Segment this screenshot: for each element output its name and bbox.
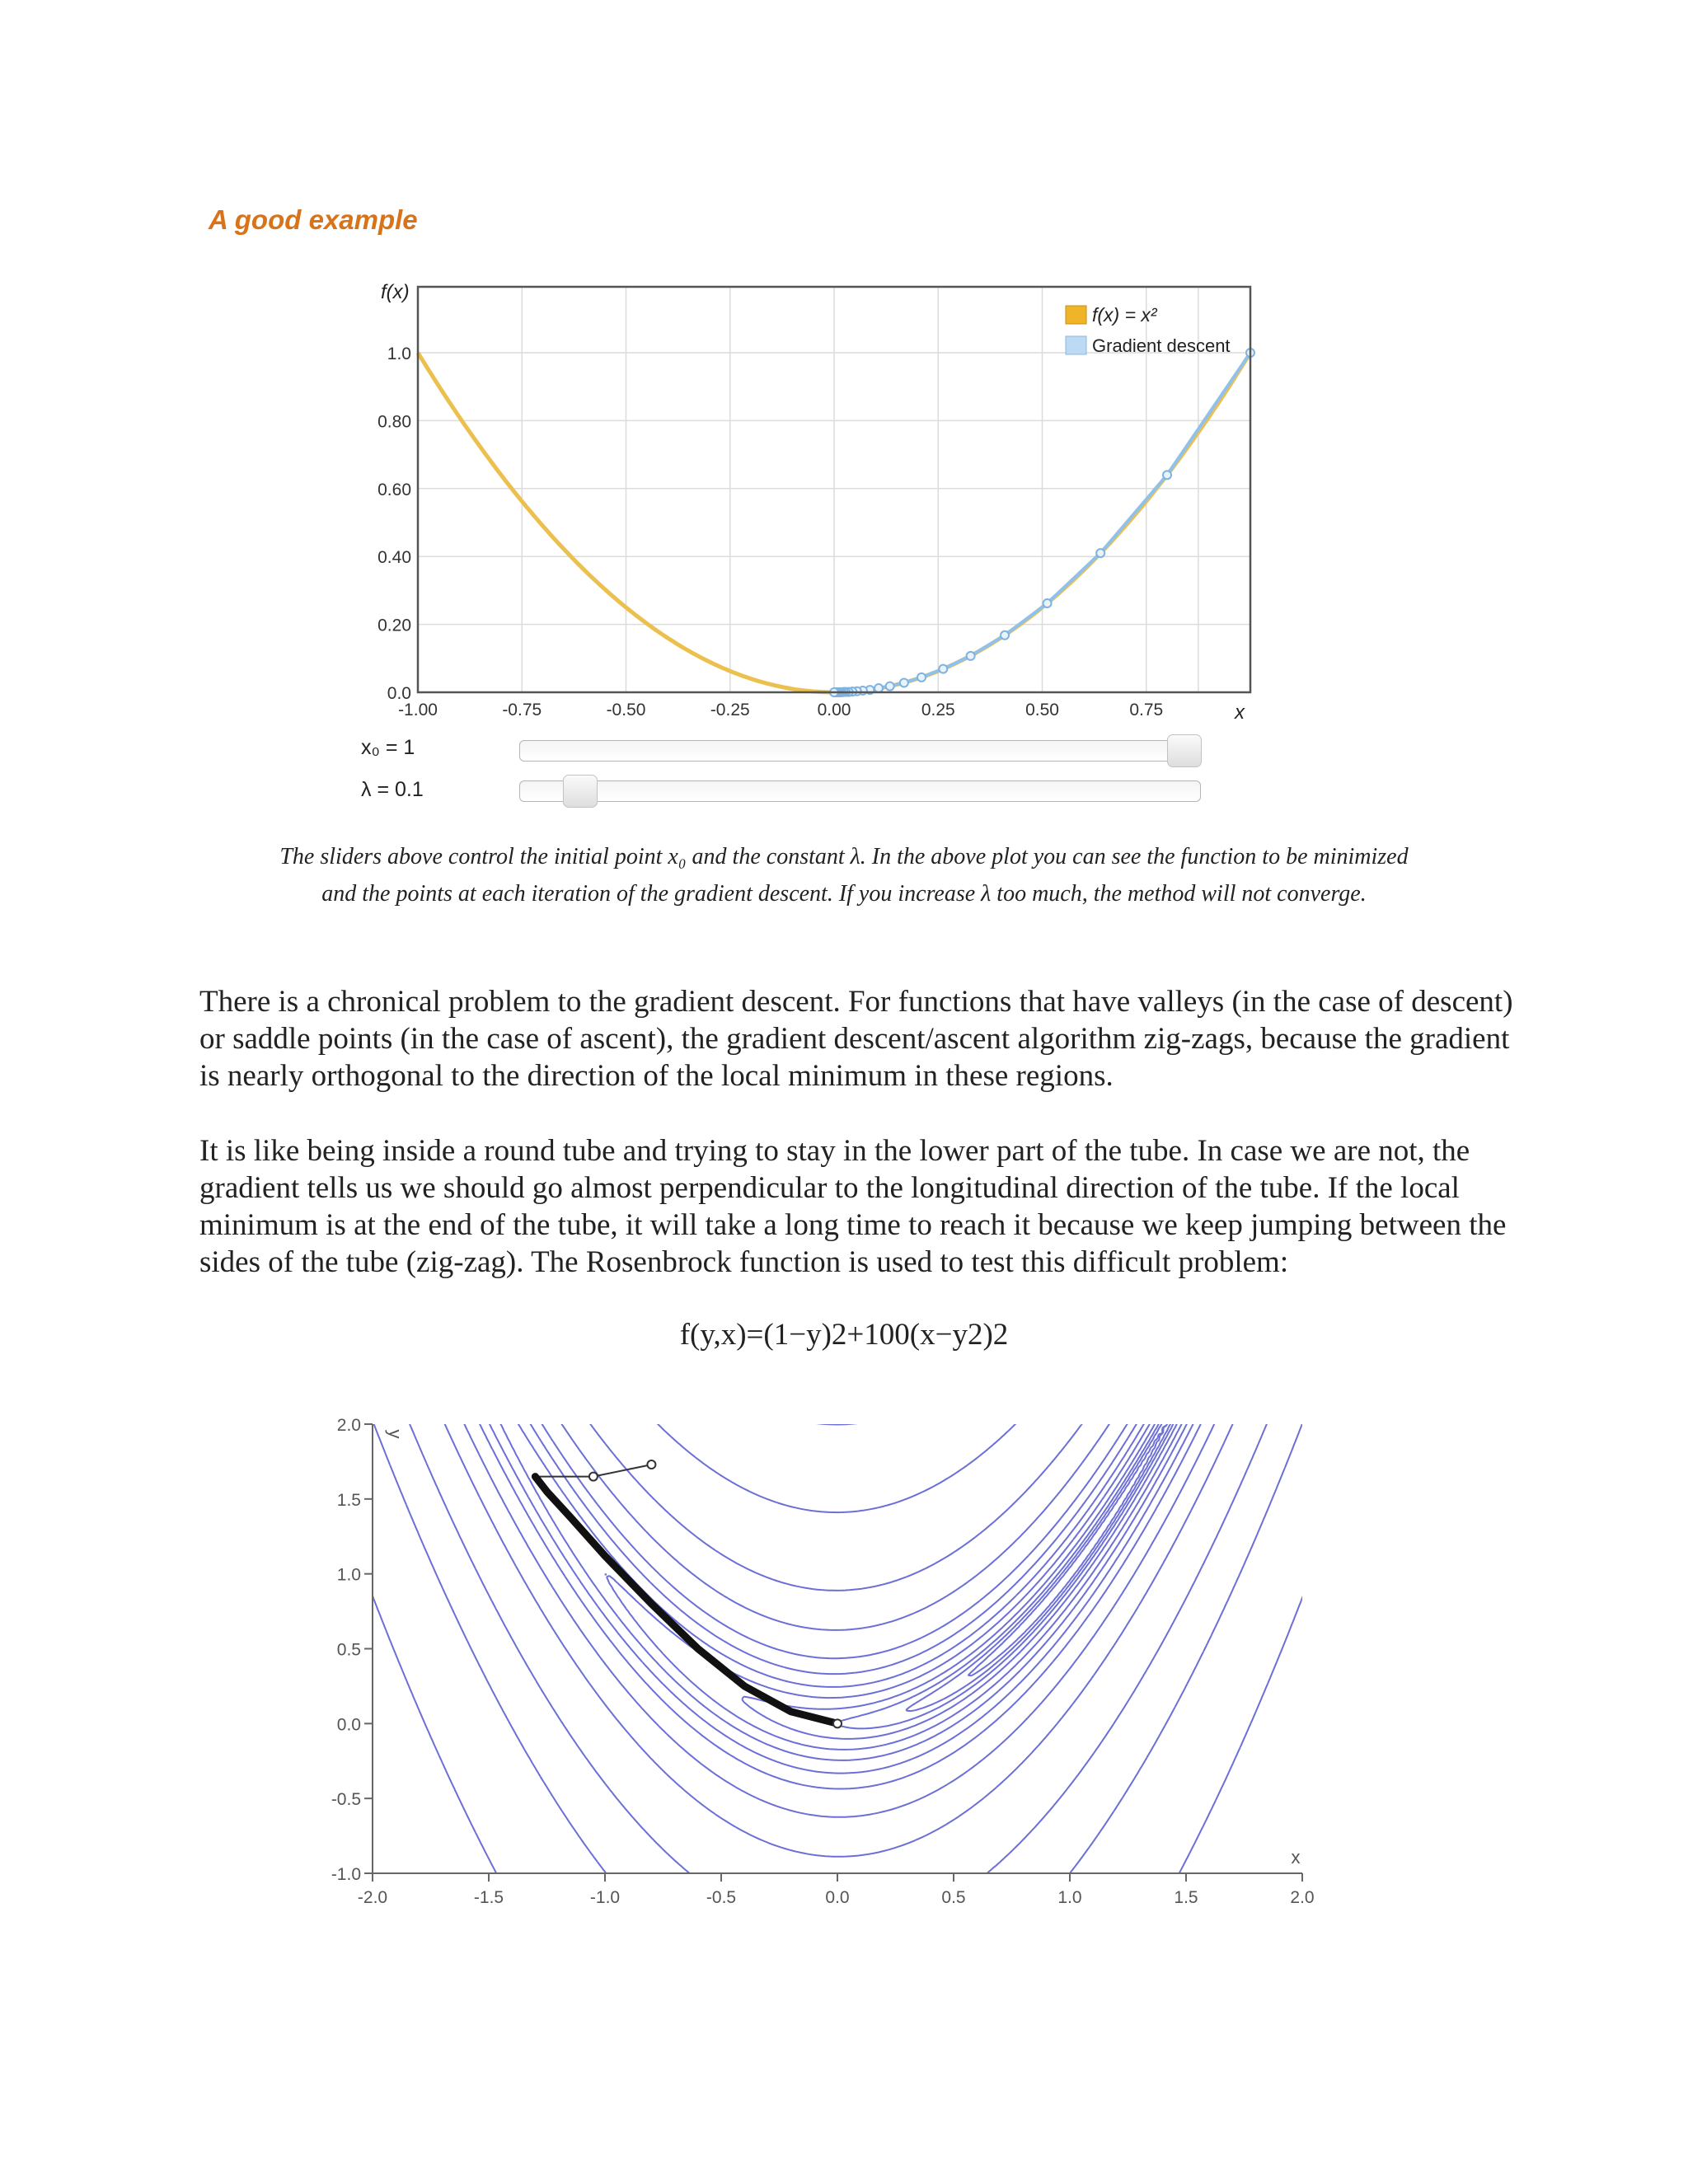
x-tick-label: 0.50 — [1025, 701, 1059, 719]
x0-slider-track[interactable] — [519, 740, 1201, 762]
contour-line — [349, 1535, 1325, 1888]
x-tick-label: 0.00 — [817, 701, 851, 719]
contour-line — [472, 1409, 1207, 1789]
y-tick-label: 2.0 — [336, 1416, 361, 1435]
paragraph-2: It is like being inside a round tube and trying to stay in the lower part of the tube. In case we are not, the gradient tells us we should go almost perpendicular to the longitudinal direction of the tube. If the local minimum is at the end of the tube, it will take a long time to reach it because we keep jumping between the sides of the tube (zig-zag). The Rosenbrock function is used to test this difficult problem: — [199, 1134, 1507, 1279]
paragraph-1: There is a chronical problem to the gradient descent. For functions that have valleys (in the case of descent) or saddle points (in the case of ascent), the gradient descent/ascent algorithm zig-zags, because the gradient is nearly orthogonal to the direction of the local minimum in these regions. — [199, 985, 1513, 1093]
descent-point — [1001, 631, 1009, 640]
caption-line-2: and the points at each iteration of the gradient descent. If you increase λ too much, the method will not converge. — [321, 881, 1367, 907]
x-tick-label: -1.5 — [473, 1888, 504, 1907]
caption-line-1: The sliders above control the initial point x₀ and the constant λ. In the above plot you can see the function to be minimized — [279, 844, 1409, 869]
axis-ticks — [377, 344, 1163, 719]
legend-label-descent: Gradient descent — [1092, 335, 1231, 356]
x-tick-label: 0.5 — [941, 1888, 966, 1907]
descent-point — [900, 678, 908, 687]
contour-line — [742, 1409, 1184, 1739]
legend — [1066, 304, 1231, 356]
x-tick-label: 0.75 — [1129, 701, 1164, 719]
start-point — [589, 1473, 598, 1481]
y-tick-label: 1.0 — [336, 1565, 361, 1585]
y-tick-label: 0.20 — [377, 616, 411, 635]
y-tick-label: -1.0 — [331, 1865, 361, 1884]
x-tick-label: 0.25 — [921, 701, 955, 719]
x-tick-label: -0.25 — [710, 701, 750, 719]
y-tick-label: 0.60 — [377, 480, 411, 499]
descent-point — [1043, 599, 1052, 607]
x-axis-label: x — [1235, 701, 1245, 724]
x-tick-label: 1.0 — [1057, 1888, 1082, 1907]
start-point — [647, 1460, 655, 1469]
x-tick-label: -1.00 — [398, 701, 438, 719]
descent-point — [886, 682, 894, 691]
x-tick-label: 2.0 — [1290, 1888, 1315, 1907]
y-axis-label: f(x) — [381, 281, 410, 303]
legend-label-function: f(x) = x² — [1092, 304, 1157, 326]
y-axis-label: y — [385, 1429, 406, 1439]
lambda-slider-track[interactable] — [519, 780, 1201, 802]
x-tick-label: -0.5 — [706, 1888, 737, 1907]
y-tick-label: 1.5 — [336, 1490, 361, 1510]
x0-slider-thumb[interactable] — [1167, 734, 1202, 767]
rosenbrock-contour-chart — [305, 1401, 1327, 1929]
y-tick-label: 0.80 — [377, 412, 411, 432]
descent-point — [939, 665, 947, 673]
gradient-descent-chart — [313, 265, 1278, 727]
x-tick-label: 1.5 — [1174, 1888, 1198, 1907]
descent-point — [1163, 471, 1171, 479]
x-tick-label: -2.0 — [357, 1888, 388, 1907]
x-tick-label: 0.0 — [825, 1888, 850, 1907]
contour-lines — [349, 1409, 1325, 1888]
y-tick-label: 0.5 — [336, 1640, 361, 1660]
descent-point — [874, 684, 883, 692]
legend-swatch-function — [1066, 306, 1086, 324]
lambda-slider-label: λ = 0.1 — [361, 778, 424, 801]
legend-swatch-descent — [1066, 336, 1086, 354]
y-tick-label: 1.0 — [387, 344, 411, 363]
y-tick-label: 0.40 — [377, 548, 411, 568]
x-tick-label: -1.0 — [589, 1888, 621, 1907]
descent-point — [967, 652, 975, 660]
descent-point — [1096, 549, 1104, 557]
y-tick-label: -0.5 — [331, 1790, 361, 1810]
x-tick-label: -0.75 — [502, 701, 542, 719]
rosenbrock-formula: f(y,x)=(1−y)2+100(x−y2)2 — [679, 1318, 1009, 1352]
descent-point — [917, 673, 926, 682]
y-tick-label: 0.0 — [336, 1715, 361, 1735]
y-tick-label: 0.0 — [387, 684, 411, 703]
x0-slider-label: x₀ = 1 — [361, 736, 415, 759]
x-tick-label: -0.50 — [606, 701, 646, 719]
section-title: A good example — [209, 204, 418, 235]
x-axis-label: x — [1291, 1847, 1301, 1868]
lambda-slider-thumb[interactable] — [563, 775, 598, 808]
end-point — [833, 1719, 842, 1727]
